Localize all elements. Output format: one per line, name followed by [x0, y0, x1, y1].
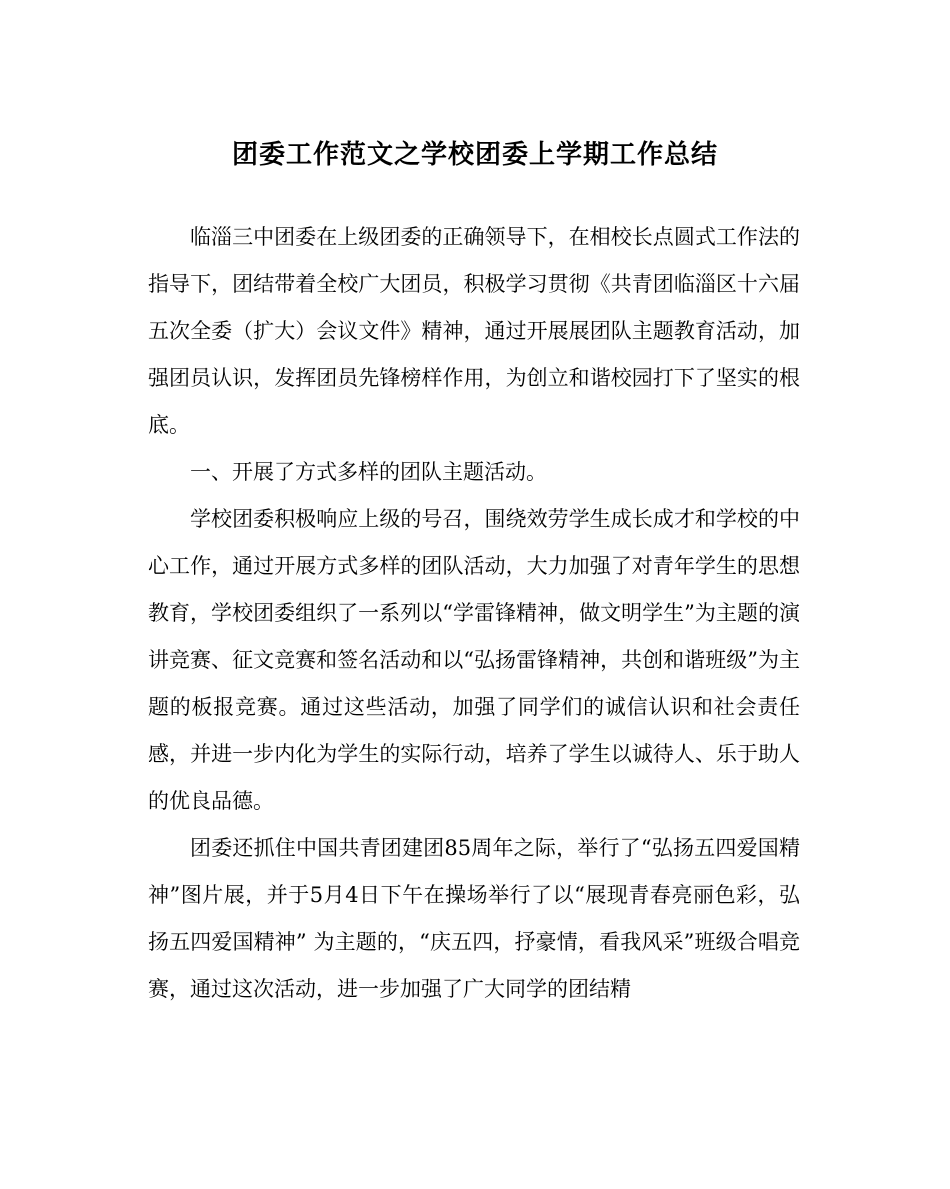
document-body [148, 214, 800, 1013]
document-title: 团委工作范文之学校团委上学期工作总结 [231, 140, 718, 170]
paragraph-may-fourth: 团委还抓住中国共青团建团85周年之际，举行了“弘扬五四爱国精神”图片展，并于5月4日下午在操场举行了以“展现青春亮丽色彩，弘扬五四爱国精神” 为主题的，“庆五四，抒豪情，看我风采”班级合唱竞赛，通过这次活动，进一步加强了广大同学的团结精 [148, 836, 800, 1001]
paragraph-intro: 临淄三中团委在上级团委的正确领导下，在相校长点圆式工作法的指导下，团结带着全校广大团员，积极学习贯彻《共青团临淄区十六届五次全委（扩大）会议文件》精神，通过开展展团队主题教育活动，加强团员认识，发挥团员先锋榜样作用，为创立和谐校园打下了坚实的根底。 [148, 225, 800, 437]
paragraph-activities: 学校团委积极响应上级的号召，围绕效劳学生成长成才和学校的中心工作，通过开展方式多样的团队活动，大力加强了对青年学生的思想教育，学校团委组织了一系列以“学雷锋精神，做文明学生”为主题的演讲竞赛、征文竞赛和签名活动和以“弘扬雷锋精神，共创和谐班级”为主题的板报竞赛。通过这些活动，加强了同学们的诚信认识和社会责任感，并进一步内化为学生的实际行动，培养了学生以诚待人、乐于助人的优良品德。 [148, 507, 800, 813]
section-heading-1: 一、开展了方式多样的团队主题活动。 [190, 460, 547, 484]
